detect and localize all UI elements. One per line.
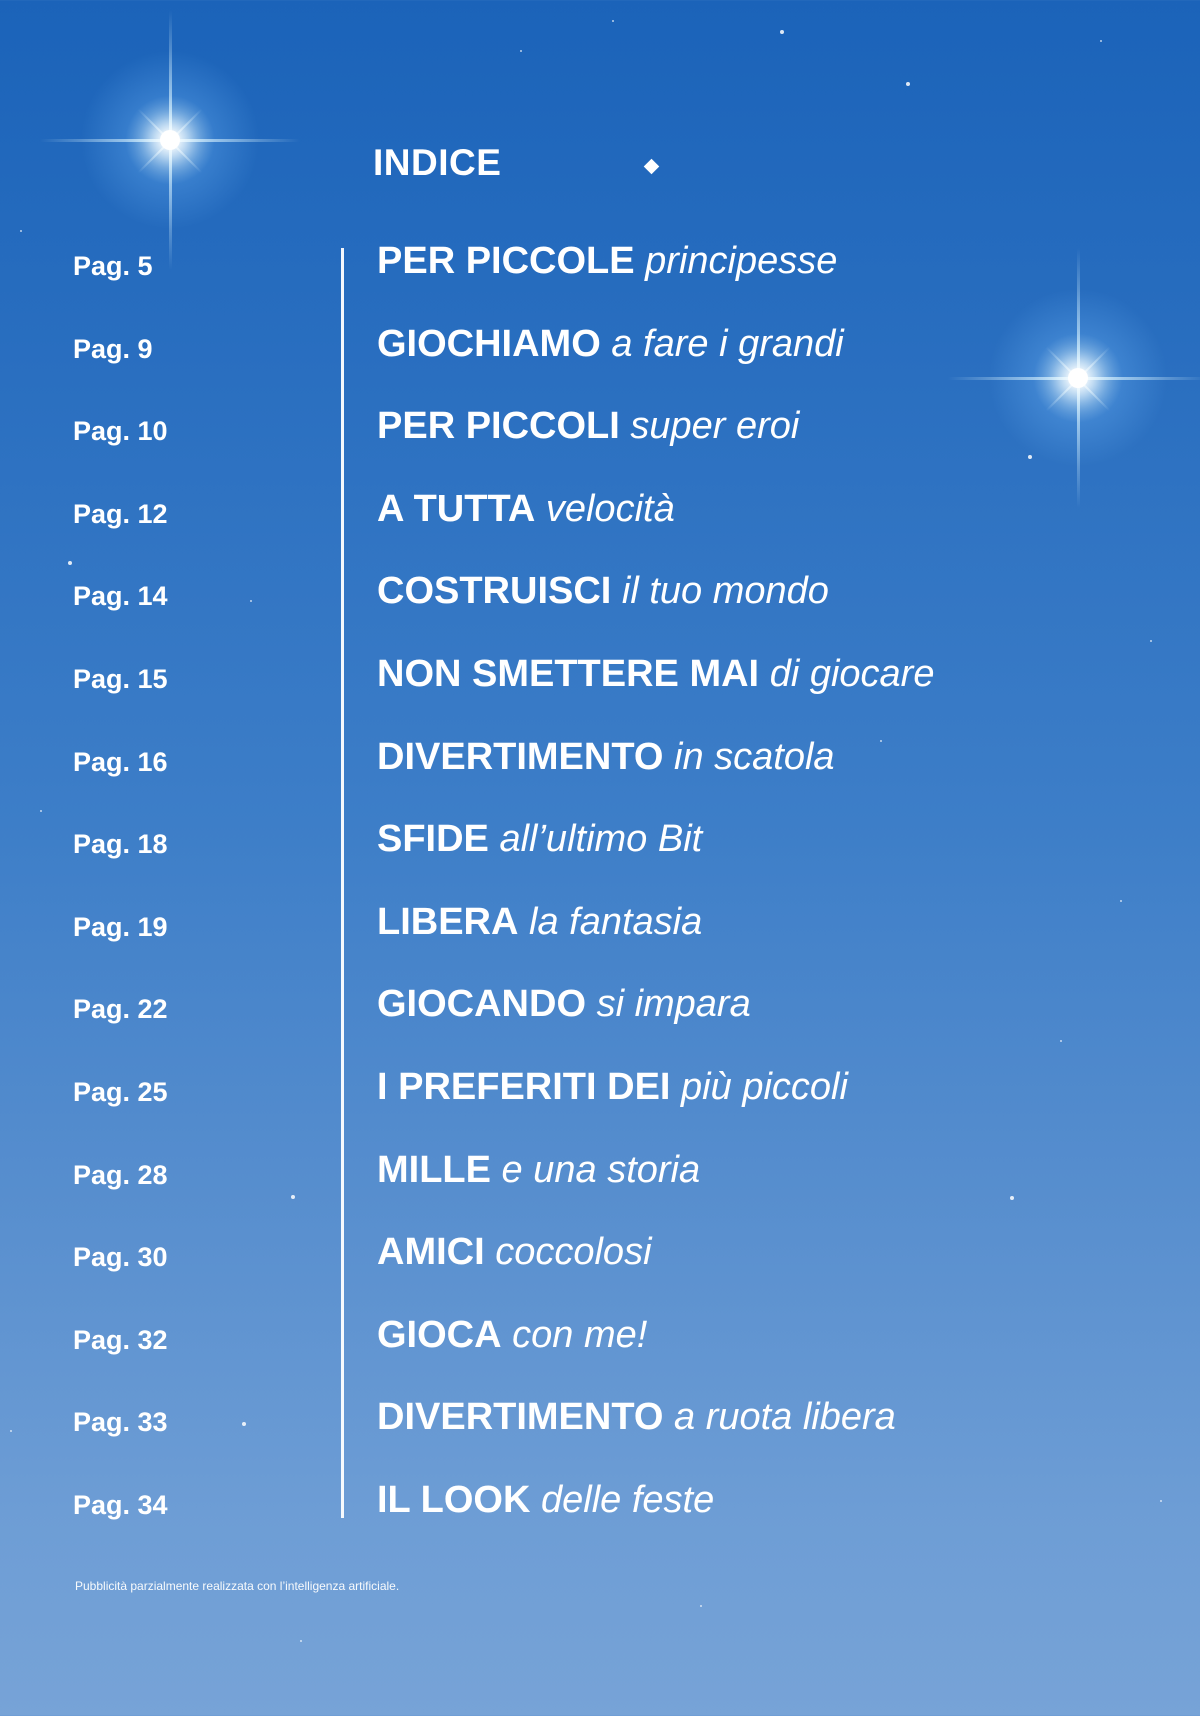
toc-title-bold: GIOCHIAMO: [377, 322, 601, 365]
toc-entry[interactable]: [0, 1065, 1200, 1148]
star-icon: [20, 230, 22, 232]
toc-entry[interactable]: [0, 652, 1200, 735]
toc-title-bold: SFIDE: [377, 818, 489, 861]
toc-page-number: Pag. 12: [73, 498, 168, 529]
toc-entry-title: [377, 488, 675, 531]
toc-entry-title: [377, 240, 837, 283]
toc-title-italic: a fare i grandi: [611, 322, 844, 365]
toc-entry[interactable]: [0, 817, 1200, 900]
toc-entry[interactable]: [0, 735, 1200, 818]
toc-entry-title: [377, 901, 702, 944]
toc-title-bold: GIOCA: [377, 1313, 502, 1356]
toc-entry-title: [377, 983, 751, 1026]
toc-title-bold: I PREFERITI DEI: [377, 1065, 671, 1108]
toc-title-italic: delle feste: [540, 1478, 715, 1521]
toc-title-bold: DIVERTIMENTO: [377, 1396, 664, 1439]
toc-entry[interactable]: [0, 1313, 1200, 1396]
toc-title-italic: super eroi: [630, 405, 800, 448]
toc-entry[interactable]: [0, 322, 1200, 405]
toc-entry[interactable]: [0, 569, 1200, 652]
toc-entry-title: [377, 1314, 647, 1357]
toc-title-italic: all’ultimo Bit: [499, 818, 703, 861]
toc-page-number: Pag. 33: [73, 1407, 168, 1438]
star-icon: [1100, 40, 1102, 42]
toc-title-italic: di giocare: [769, 652, 935, 695]
toc-title-italic: coccolosi: [495, 1231, 652, 1274]
toc-entry-title: [377, 1479, 714, 1522]
toc-entry-title: [377, 1231, 652, 1274]
toc-title-italic: velocità: [545, 487, 675, 530]
toc-title-bold: IL LOOK: [377, 1478, 531, 1521]
ai-disclaimer: Pubblicità parzialmente realizzata con l’intelligenza artificiale.: [75, 1579, 400, 1593]
toc-page-number: Pag. 30: [73, 1242, 168, 1273]
toc-entry-title: [377, 405, 799, 448]
star-icon: [780, 30, 784, 34]
toc-page-number: Pag. 28: [73, 1159, 168, 1190]
toc-entry-title: [377, 653, 934, 696]
toc-title-bold: COSTRUISCI: [377, 570, 612, 613]
toc-page-number: Pag. 34: [73, 1489, 168, 1520]
star-icon: [700, 1605, 702, 1607]
toc-title-italic: e una storia: [501, 1148, 701, 1191]
toc-title-bold: MILLE: [377, 1148, 491, 1191]
toc-title-bold: PER PICCOLI: [377, 405, 620, 448]
toc-title-italic: in scatola: [674, 735, 835, 778]
toc-page-number: Pag. 15: [73, 663, 168, 694]
toc-title-bold: A TUTTA: [377, 487, 536, 530]
toc-entry-title: [377, 818, 702, 861]
toc-page-number: Pag. 22: [73, 994, 168, 1025]
toc-title-italic: principesse: [645, 240, 838, 282]
toc-page-number: Pag. 32: [73, 1324, 168, 1355]
toc-entry-title: [377, 1396, 896, 1439]
toc-title-bold: GIOCANDO: [377, 983, 586, 1026]
toc-entry-title: [377, 323, 844, 366]
toc-entry-title: [377, 570, 829, 613]
toc-entry[interactable]: [0, 1478, 1200, 1561]
toc-page-number: Pag. 10: [73, 416, 168, 447]
toc-page-number: Pag. 9: [73, 333, 153, 364]
toc-title-bold: PER PICCOLE: [377, 240, 635, 282]
table-of-contents: [0, 239, 1200, 1561]
toc-entry[interactable]: [0, 1148, 1200, 1231]
diamond-star-icon: [644, 159, 660, 175]
toc-entry[interactable]: [0, 900, 1200, 983]
toc-title-bold: LIBERA: [377, 900, 519, 943]
star-icon: [612, 20, 614, 22]
toc-page-number: Pag. 14: [73, 581, 168, 612]
toc-page-number: Pag. 25: [73, 1076, 168, 1107]
toc-title-bold: NON SMETTERE MAI: [377, 652, 760, 695]
toc-entry[interactable]: [0, 1230, 1200, 1313]
toc-entry-title: [377, 1149, 700, 1192]
toc-page-number: Pag. 16: [73, 746, 168, 777]
toc-entry[interactable]: [0, 239, 1200, 322]
toc-page-number: Pag. 19: [73, 911, 168, 942]
toc-page-number: Pag. 5: [73, 251, 153, 281]
toc-title-italic: la fantasia: [529, 900, 703, 943]
toc-title-bold: DIVERTIMENTO: [377, 735, 664, 778]
star-icon: [906, 82, 910, 86]
toc-title-italic: il tuo mondo: [621, 570, 829, 613]
star-icon: [520, 50, 522, 52]
toc-title-italic: più piccoli: [681, 1065, 848, 1108]
toc-page-number: Pag. 18: [73, 829, 168, 860]
toc-title-bold: AMICI: [377, 1231, 485, 1274]
toc-title-italic: con me!: [512, 1313, 648, 1356]
toc-title-italic: si impara: [596, 983, 751, 1026]
toc-entry[interactable]: [0, 404, 1200, 487]
toc-entry-title: [377, 736, 835, 779]
star-icon: [300, 1640, 302, 1642]
toc-title-italic: a ruota libera: [674, 1396, 896, 1439]
page-title: INDICE: [373, 142, 502, 183]
toc-entry[interactable]: [0, 982, 1200, 1065]
toc-entry[interactable]: [0, 1395, 1200, 1478]
toc-entry-title: [377, 1066, 848, 1109]
toc-entry[interactable]: [0, 487, 1200, 570]
